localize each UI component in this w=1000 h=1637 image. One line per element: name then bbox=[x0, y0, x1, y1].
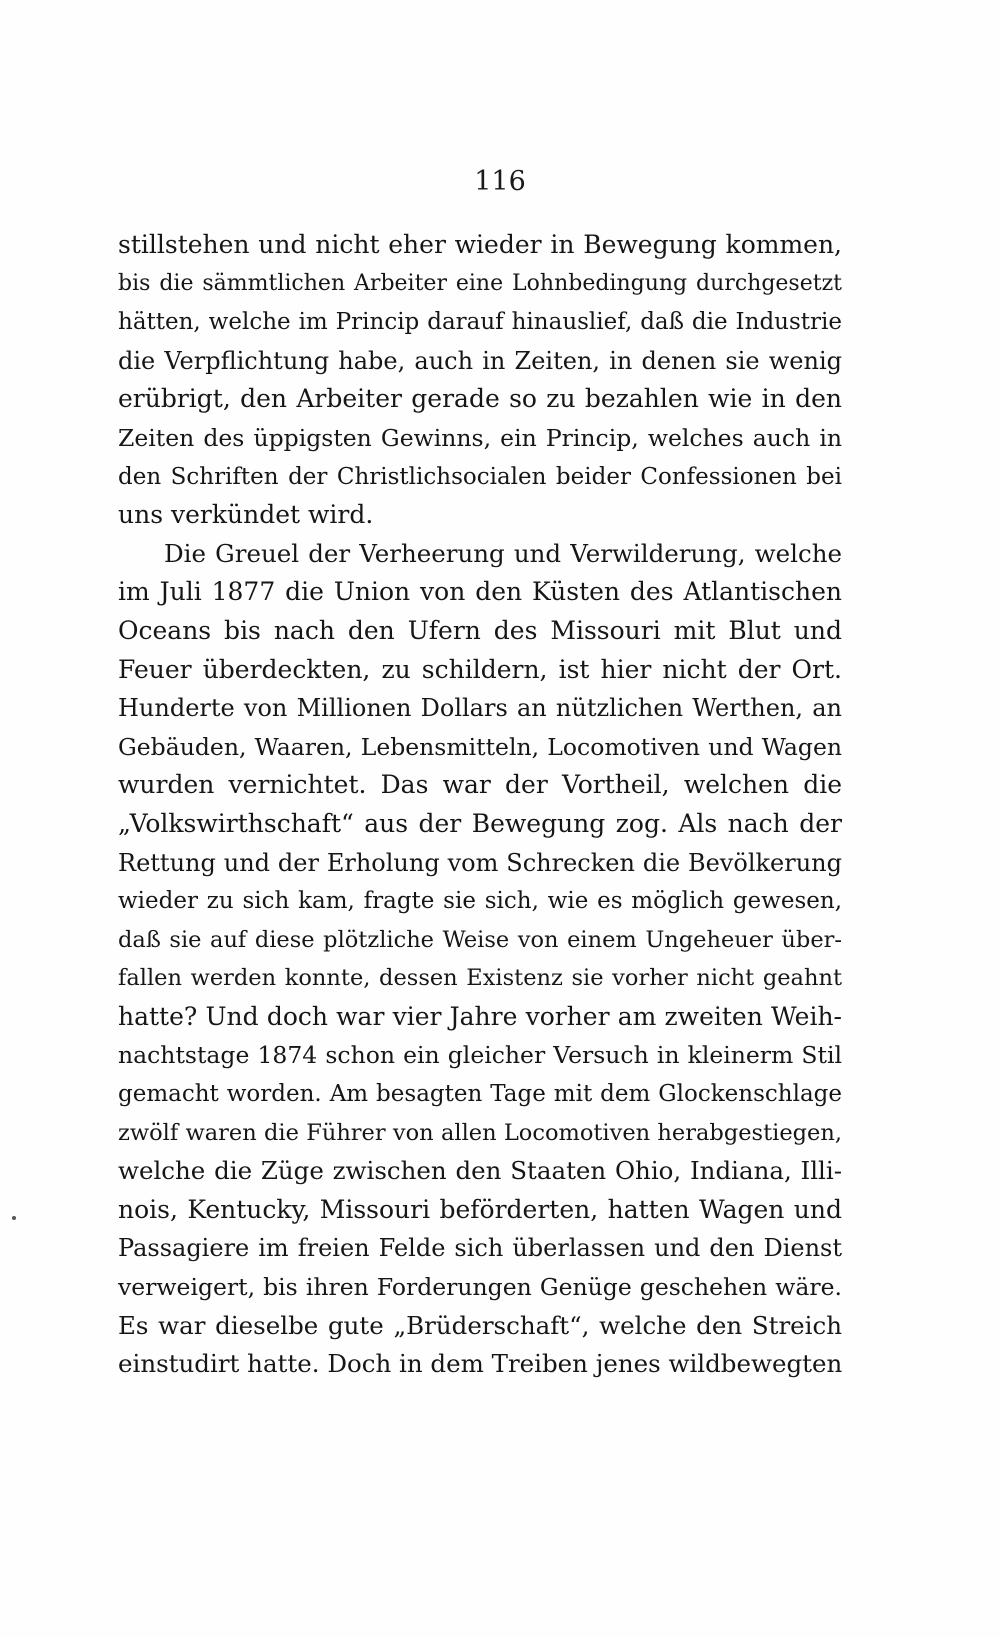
text-line: den Schriften der Christlichsocialen beider Confessionen bei bbox=[118, 463, 842, 490]
text-line: die Verpflichtung habe, auch in Zeiten, in denen sie wenig bbox=[118, 346, 842, 375]
text-line: daß sie auf diese plötzliche Weise von einem Ungeheuer über- bbox=[118, 926, 842, 953]
text-line: wurden vernichtet. Das war der Vortheil, welchen die bbox=[118, 770, 842, 800]
text-line: Zeiten des üppigsten Gewinns, ein Princip, welches auch in bbox=[118, 423, 842, 452]
page-number: 116 bbox=[474, 166, 526, 197]
text-line: uns verkündet wird. bbox=[118, 500, 374, 530]
text-line: einstudirt hatte. Doch in dem Treiben jenes wildbewegten bbox=[118, 1349, 843, 1379]
text-line: Es war dieselbe gute „Brüderschaft“, welche den Streich bbox=[118, 1310, 842, 1340]
text-line: welche die Züge zwischen den Staaten Ohio, Indiana, Illi- bbox=[118, 1156, 842, 1186]
text-line: erübrigt, den Arbeiter gerade so zu bezahlen wie in den bbox=[118, 384, 842, 414]
text-line: Hunderte von Millionen Dollars an nützlichen Werthen, an bbox=[118, 694, 842, 723]
text-line: nachtstage 1874 schon ein gleicher Versuch in kleinerm Stil bbox=[118, 1041, 842, 1070]
text-line: bis die sämmtlichen Arbeiter eine Lohnbedingung durchgesetzt bbox=[118, 270, 842, 296]
text-line: gemacht worden. Am besagten Tage mit dem Glockenschlage bbox=[118, 1081, 842, 1108]
text-line: zwölf waren die Führer von allen Locomotiven herabgestiegen, bbox=[118, 1119, 842, 1146]
text-line: im Juli 1877 die Union von den Küsten des Atlantischen bbox=[118, 577, 842, 607]
body-text bbox=[118, 226, 842, 1384]
text-line: Die Greuel der Verheerung und Verwilderung, welche bbox=[164, 538, 842, 568]
scan-speck bbox=[12, 1216, 16, 1220]
text-line: Feuer überdeckten, zu schildern, ist hier nicht der Ort. bbox=[118, 654, 842, 684]
text-line: Gebäuden, Waaren, Lebensmitteln, Locomotiven und Wagen bbox=[118, 732, 842, 761]
text-line: „Volkswirthschaft“ aus der Bewegung zog. Als nach der bbox=[118, 808, 842, 838]
text-line: Oceans bis nach den Ufern des Missouri mit Blut und bbox=[118, 615, 842, 645]
text-line: nois, Kentucky, Missouri beförderten, hatten Wagen und bbox=[118, 1194, 842, 1224]
text-line: hatte? Und doch war vier Jahre vorher am zweiten Weih- bbox=[118, 1001, 842, 1031]
text-line: fallen werden konnte, dessen Existenz sie vorher nicht geahnt bbox=[118, 965, 842, 992]
text-line: stillstehen und nicht eher wieder in Bewegung kommen, bbox=[118, 230, 842, 259]
text-line: Passagiere im freien Felde sich überlassen und den Dienst bbox=[118, 1234, 842, 1263]
text-line: Rettung und der Erholung vom Schrecken die Bevölkerung bbox=[118, 848, 842, 877]
text-line: hätten, welche im Princip darauf hinauslief, daß die Industrie bbox=[118, 309, 842, 336]
text-line: verweigert, bis ihren Forderungen Genüge geschehen wäre. bbox=[118, 1273, 842, 1302]
text-line: wieder zu sich kam, fragte sie sich, wie es möglich gewesen, bbox=[118, 888, 842, 915]
